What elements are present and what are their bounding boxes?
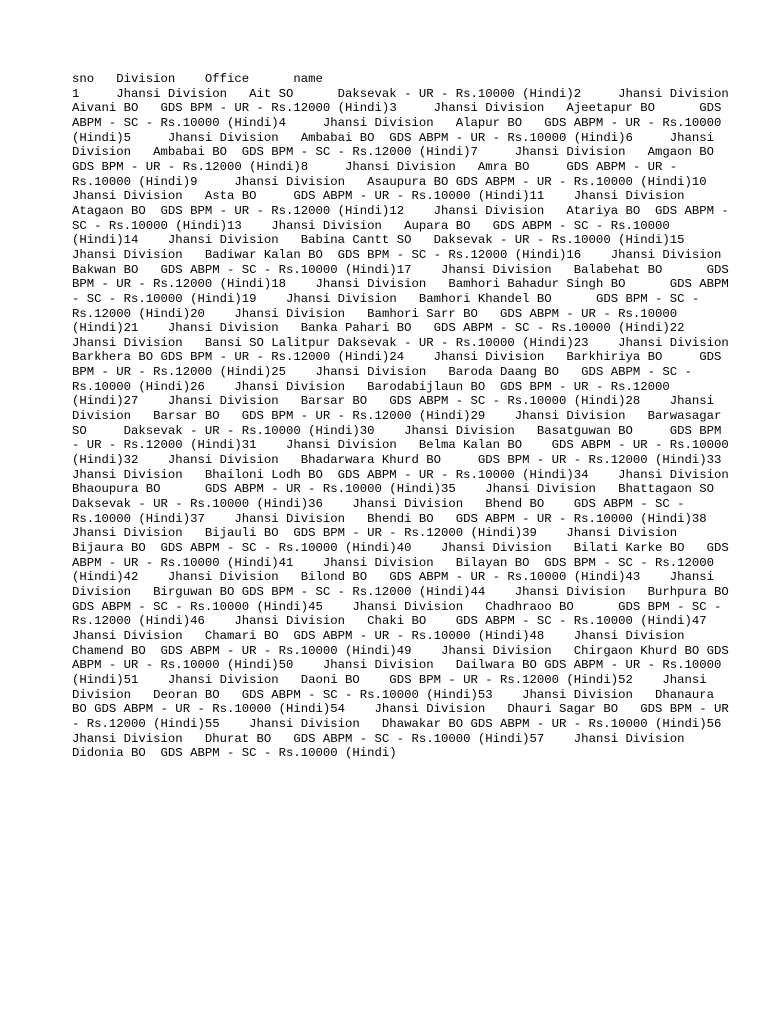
document-line: 1 Jhansi Division Ait SO Daksevak - UR - Rs.10000 (Hindi) xyxy=(72,86,574,101)
document-line: 2 Jhansi Division Aivani BO GDS BPM - UR - Rs.12000 (Hindi) xyxy=(72,86,751,116)
document-line: 35 Jhansi Division Bhattagaon SO Daksevak - UR - Rs.10000 (Hindi) xyxy=(72,482,751,512)
document-line: 15 Jhansi Division Badiwar Kalan BO GDS BPM - SC - Rs.12000 (Hindi) xyxy=(72,233,715,262)
document-line: 39 Jhansi Division Bijaura BO GDS ABPM - SC - Rs.10000 (Hindi) xyxy=(72,526,700,555)
column-header-line: sno Division Office name xyxy=(72,72,323,86)
document-line: 54 Jhansi Division Dhauri Sagar BO GDS BPM - UR - Rs.12000 (Hindi) xyxy=(72,702,737,731)
document-line: 8 Jhansi Division Amra BO GDS ABPM - UR - Rs.10000 (Hindi) xyxy=(72,159,685,189)
document-line: 52 Jhansi Division Deoran BO GDS ABPM - SC - Rs.10000 (Hindi) xyxy=(72,672,715,702)
document-line: 31 Jhansi Division Belma Kalan BO GDS ABPM - UR - Rs.10000 (Hindi) xyxy=(72,438,737,468)
document-line: 28 Jhansi Division Barsar BO GDS BPM - UR - Rs.12000 (Hindi) xyxy=(72,394,722,424)
document-line: 23 Jhansi Division Barkhera BO GDS BPM - UR - Rs.12000 (Hindi) xyxy=(72,335,751,365)
document-line: 43 Jhansi Division Birguwan BO GDS BPM - SC - Rs.12000 (Hindi) xyxy=(72,570,722,599)
document-line: 53 Jhansi Division Dhanaura BO GDS ABPM - UR - Rs.10000 (Hindi) xyxy=(72,687,722,717)
document-line: 32 Jhansi Division Bhadarwara Khurd BO GDS BPM - UR - Rs.12000 (Hindi) xyxy=(123,453,707,468)
document-line: 49 Jhansi Division Chirgaon Khurd BO GDS ABPM - UR - Rs.10000 (Hindi) xyxy=(72,643,737,673)
document-line: 6 Jhansi Division Ambabai BO GDS BPM - SC - Rs.12000 (Hindi) xyxy=(72,130,722,160)
document-line: 4 Jhansi Division Alapur BO GDS ABPM - UR - Rs.10000 (Hindi) xyxy=(72,115,729,145)
document-line: 14 Jhansi Division Babina Cantt SO Daksevak - UR - Rs.10000 (Hindi) xyxy=(123,233,670,248)
document-line: 38 Jhansi Division Bijauli BO GDS BPM - UR - Rs.12000 (Hindi) xyxy=(72,511,737,541)
document-line: 3 Jhansi Division Ajeetapur BO GDS ABPM - SC - Rs.10000 (Hindi) xyxy=(72,101,729,130)
document-line: 30 Jhansi Division Basatguwan BO GDS BPM - UR - Rs.12000 (Hindi) xyxy=(72,423,729,453)
document-line: 42 Jhansi Division Bilond BO GDS ABPM - UR - Rs.10000 (Hindi) xyxy=(123,570,626,585)
document-line: 47 Jhansi Division Chamari BO GDS ABPM - UR - Rs.10000 (Hindi) xyxy=(72,614,737,643)
document-line: 46 Jhansi Division Chaki BO GDS ABPM - SC - Rs.10000 (Hindi) xyxy=(190,614,692,629)
document-line: 5 Jhansi Division Ambabai BO GDS ABPM - UR - Rs.10000 (Hindi) xyxy=(123,130,626,145)
document-line: 19 Jhansi Division Bamhori Khandel BO GDS BPM - SC - Rs.12000 (Hindi) xyxy=(72,291,707,321)
document-line: 12 Jhansi Division Atariya BO GDS ABPM - SC - Rs.10000 (Hindi) xyxy=(72,203,737,233)
document-line: 24 Jhansi Division Barkhiriya BO GDS BPM - UR - Rs.12000 (Hindi) xyxy=(72,350,729,380)
document-line: 10 Jhansi Division Asta BO GDS ABPM - UR - Rs.10000 (Hindi) xyxy=(72,174,737,204)
document-line: 17 Jhansi Division Balabehat BO GDS BPM - UR - Rs.12000 (Hindi) xyxy=(72,262,737,292)
document-line: 11 Jhansi Division Atagaon BO GDS BPM - UR - Rs.12000 (Hindi) xyxy=(72,189,707,218)
document-lines xyxy=(72,86,751,761)
document-text xyxy=(72,72,751,761)
document-line: 44 Jhansi Division Burhpura BO GDS ABPM - SC - Rs.10000 (Hindi) xyxy=(72,584,737,614)
document-line: 57 Jhansi Division Didonia BO GDS ABPM - SC - Rs.10000 (Hindi) xyxy=(72,731,707,761)
document-line: 9 Jhansi Division Asaupura BO GDS ABPM - UR - Rs.10000 (Hindi) xyxy=(190,174,692,189)
document-line: 26 Jhansi Division Barodabijlaun BO GDS BPM - UR - Rs.12000 (Hindi) xyxy=(72,379,678,409)
document-line: 27 Jhansi Division Barsar BO GDS ABPM - SC - Rs.10000 (Hindi) xyxy=(123,394,626,409)
document-line: 13 Jhansi Division Aupara BO GDS ABPM - SC - Rs.10000 (Hindi) xyxy=(72,218,678,248)
document-line: 56 Jhansi Division Dhurat BO GDS ABPM - SC - Rs.10000 (Hindi) xyxy=(72,716,751,746)
document-line: 41 Jhansi Division Bilayan BO GDS BPM - SC - Rs.12000 (Hindi) xyxy=(72,555,722,585)
document-line: 21 Jhansi Division Banka Pahari BO GDS ABPM - SC - Rs.10000 (Hindi) xyxy=(123,321,670,336)
document-line: 48 Jhansi Division Chamend BO GDS ABPM - UR - Rs.10000 (Hindi) xyxy=(72,628,707,658)
document-line: 29 Jhansi Division Barwasagar SO Daksevak - UR - Rs.10000 (Hindi) xyxy=(72,409,729,438)
document-line: 55 Jhansi Division Dhawakar BO GDS ABPM - UR - Rs.10000 (Hindi) xyxy=(204,716,707,731)
document-line: 45 Jhansi Division Chadhraoo BO GDS BPM - SC - Rs.12000 (Hindi) xyxy=(72,599,729,629)
document-line: 22 Jhansi Division Bansi SO Lalitpur Daksevak - UR - Rs.10000 (Hindi) xyxy=(72,321,715,350)
document-line: 50 Jhansi Division Dailwara BO GDS ABPM - UR - Rs.10000 (Hindi) xyxy=(72,658,729,687)
document-line: 20 Jhansi Division Bamhori Sarr BO GDS ABPM - UR - Rs.10000 (Hindi) xyxy=(72,306,685,336)
document-line: 37 Jhansi Division Bhendi BO GDS ABPM - UR - Rs.10000 (Hindi) xyxy=(190,511,692,526)
document-line: 18 Jhansi Division Bamhori Bahadur Singh BO GDS ABPM - SC - Rs.10000 (Hindi) xyxy=(72,277,737,306)
document-line: 33 Jhansi Division Bhailoni Lodh BO GDS ABPM - UR - Rs.10000 (Hindi) xyxy=(72,453,751,482)
document-line: 34 Jhansi Division Bhaoupura BO GDS ABPM - UR - Rs.10000 (Hindi) xyxy=(72,467,751,497)
document-line: 40 Jhansi Division Bilati Karke BO GDS ABPM - UR - Rs.10000 (Hindi) xyxy=(72,541,737,570)
document-line: 7 Jhansi Division Amgaon BO GDS BPM - UR - Rs.12000 (Hindi) xyxy=(72,145,737,174)
document-line: 51 Jhansi Division Daoni BO GDS BPM - UR - Rs.12000 (Hindi) xyxy=(123,672,619,687)
document-line: 36 Jhansi Division Bhend BO GDS ABPM - SC - Rs.10000 (Hindi) xyxy=(72,497,692,526)
document-line: 16 Jhansi Division Bakwan BO GDS ABPM - SC - Rs.10000 (Hindi) xyxy=(72,247,744,277)
document-line: 25 Jhansi Division Baroda Daang BO GDS ABPM - SC - Rs.10000 (Hindi) xyxy=(72,365,700,394)
